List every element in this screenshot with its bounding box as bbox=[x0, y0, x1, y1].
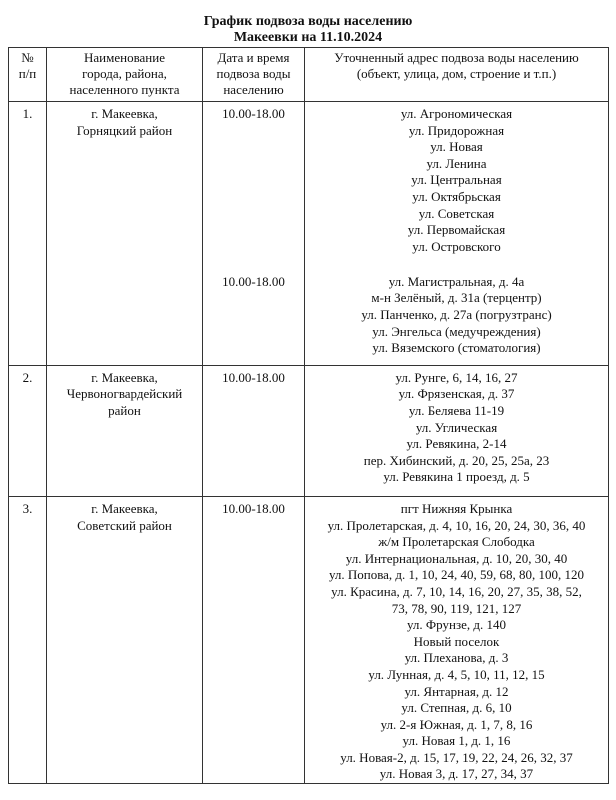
time-cell bbox=[203, 365, 305, 496]
time-range: 10.00-18.00 bbox=[222, 106, 285, 121]
header-city bbox=[47, 48, 203, 102]
time-cell bbox=[203, 102, 305, 366]
header-line: населению bbox=[223, 82, 284, 97]
address-item: ул. Ревякина 1 проезд, д. 5 bbox=[383, 469, 530, 485]
time-range: 10.00-18.00 bbox=[222, 273, 285, 289]
address-item: м-н Зелёный, д. 31а (терцентр) bbox=[371, 290, 542, 306]
header-line: населенного пункта bbox=[69, 82, 180, 97]
row-number: 2. bbox=[22, 369, 33, 385]
address-cell bbox=[305, 102, 609, 366]
address-item: пер. Хибинский, д. 20, 25, 25а, 23 bbox=[363, 452, 550, 468]
address-item: пгт Нижняя Крынка bbox=[400, 500, 513, 516]
address-item: ул. Попова, д. 1, 10, 24, 40, 59, 68, 80, 100, 120 bbox=[328, 567, 585, 583]
address-list bbox=[305, 366, 608, 486]
address-list bbox=[305, 102, 608, 255]
title-line-2: Макеевки на 11.10.2024 bbox=[233, 30, 383, 45]
row-number-cell bbox=[9, 102, 47, 366]
address-item: ул. Ревякина, 2-14 bbox=[406, 436, 507, 452]
address-item: ул. Вяземского (стоматология) bbox=[372, 340, 541, 356]
header-line: № bbox=[21, 50, 34, 65]
row-number: 3. bbox=[22, 500, 33, 516]
address-list bbox=[305, 497, 608, 783]
address-item: ул. Островского bbox=[412, 238, 501, 254]
address-item: 73, 78, 90, 119, 121, 127 bbox=[391, 600, 522, 616]
city-line: район bbox=[108, 403, 141, 418]
address-item: ул. Первомайская bbox=[407, 222, 506, 238]
header-line: Дата и время bbox=[217, 50, 290, 65]
time-range: 10.00-18.00 bbox=[222, 369, 285, 385]
address-item: ул. Красина, д. 7, 10, 14, 16, 20, 27, 35, 38, 52, bbox=[331, 583, 582, 599]
address-item: ул. Беляева 11-19 bbox=[408, 403, 505, 418]
city-line: г. Макеевка, bbox=[91, 106, 158, 121]
city-cell bbox=[47, 365, 203, 496]
address-item: ул. Советская bbox=[418, 205, 495, 221]
city-line: Червоногвардейский bbox=[66, 386, 183, 402]
address-item: ул. Новая bbox=[430, 139, 483, 155]
address-item: ул. Фрунзе, д. 140 bbox=[407, 617, 506, 633]
time-cell bbox=[203, 496, 305, 783]
address-item: ул. Новая 3, д. 17, 27, 34, 37 bbox=[379, 766, 534, 782]
city-line: г. Макеевка, bbox=[91, 369, 158, 385]
title-line-1: График подвоза воды населению bbox=[203, 14, 413, 29]
table-header-row bbox=[9, 48, 609, 102]
address-item: ул. Пролетарская, д. 4, 10, 16, 20, 24, 30, 36, 40 bbox=[327, 517, 586, 533]
city-cell bbox=[47, 496, 203, 783]
address-item: ул. Магистральная, д. 4а bbox=[388, 273, 525, 289]
city-line: Горняцкий район bbox=[76, 122, 173, 138]
address-item: ул. Плеханова, д. 3 bbox=[404, 650, 509, 666]
row-number-cell bbox=[9, 496, 47, 783]
address-item: ул. Агрономическая bbox=[400, 106, 513, 121]
address-item: ул. Энгельса (медучреждения) bbox=[372, 323, 541, 339]
address-item: ул. Степная, д. 6, 10 bbox=[401, 700, 512, 716]
document-title bbox=[0, 14, 616, 46]
header-line: (объект, улица, дом, строение и т.п.) bbox=[356, 66, 557, 81]
address-item: ул. 2-я Южная, д. 1, 7, 8, 16 bbox=[380, 716, 533, 732]
header-line: п/п bbox=[18, 66, 37, 81]
address-item: ул. Придорожная bbox=[408, 122, 505, 138]
address-item: ул. Панченко, д. 27а (погрузтранс) bbox=[361, 307, 552, 323]
address-cell bbox=[305, 365, 609, 496]
address-item: Новый поселок bbox=[413, 633, 500, 649]
address-item: ул. Рунге, 6, 14, 16, 27 bbox=[395, 369, 518, 385]
address-item: ул. Новая 1, д. 1, 16 bbox=[402, 733, 511, 749]
header-line: города, района, bbox=[82, 66, 167, 81]
address-item: ул. Октябрьская bbox=[412, 188, 501, 204]
table-row bbox=[9, 496, 609, 783]
time-range: 10.00-18.00 bbox=[222, 500, 285, 516]
header-line: Уточненный адрес подвоза воды населению bbox=[334, 50, 579, 65]
table-row bbox=[9, 102, 609, 366]
table-row bbox=[9, 365, 609, 496]
header-number bbox=[9, 48, 47, 102]
address-item: ул. Центральная bbox=[411, 172, 502, 188]
city-line: Советский район bbox=[77, 517, 172, 533]
city-line: г. Макеевка, bbox=[91, 500, 158, 516]
address-item: ул. Интернациональная, д. 10, 20, 30, 40 bbox=[345, 550, 568, 566]
address-list bbox=[305, 274, 608, 357]
water-schedule-table bbox=[8, 47, 609, 784]
address-item: ул. Янтарная, д. 12 bbox=[404, 683, 509, 699]
header-line: подвоза воды bbox=[216, 66, 291, 81]
address-item: ул. Лунная, д. 4, 5, 10, 11, 12, 15 bbox=[368, 666, 545, 682]
row-number-cell bbox=[9, 365, 47, 496]
address-item: ж/м Пролетарская Слободка bbox=[378, 534, 535, 550]
address-item: ул. Фрязенская, д. 37 bbox=[398, 386, 515, 402]
city-cell bbox=[47, 102, 203, 366]
address-item: ул. Ленина bbox=[426, 155, 487, 171]
address-item: ул. Углическая bbox=[415, 419, 498, 435]
header-datetime bbox=[203, 48, 305, 102]
address-item: ул. Новая-2, д. 15, 17, 19, 22, 24, 26, 32, 37 bbox=[340, 749, 573, 765]
header-line: Наименование bbox=[84, 50, 165, 65]
header-address bbox=[305, 48, 609, 102]
row-number: 1. bbox=[22, 106, 33, 121]
address-cell bbox=[305, 496, 609, 783]
